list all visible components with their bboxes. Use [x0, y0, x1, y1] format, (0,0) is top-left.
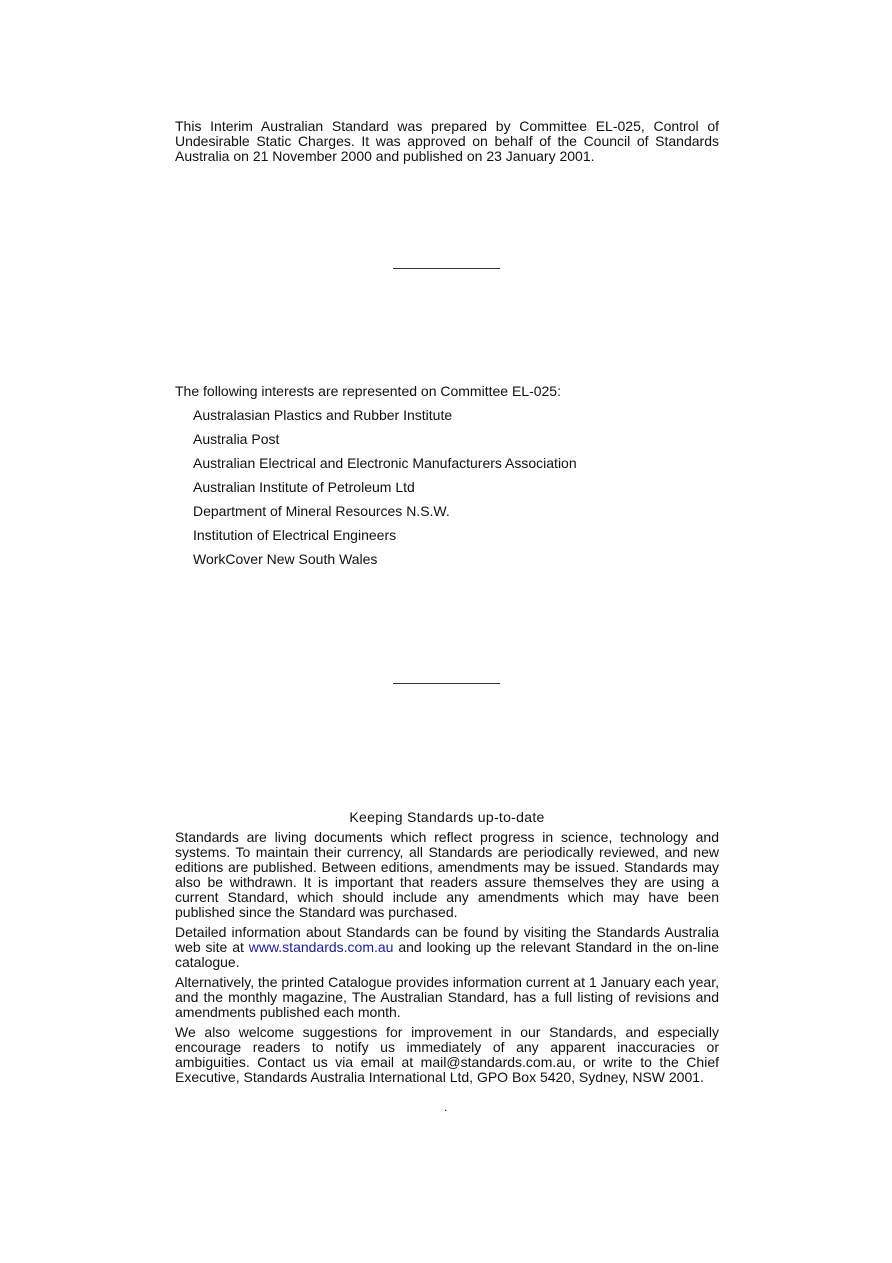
paragraph-suggestions: We also welcome suggestions for improvement in our Standards, and especially encourage readers to notify us immediately of any apparent inaccuracies or ambiguities. Contact us via email at mail@standards.com.au, or write to the Chief Executive, Standards Australia International Ltd, GPO Box 5420, Sydney, NSW 2001. — [175, 1024, 719, 1085]
paragraph-catalogue: Alternatively, the printed Catalogue provides information current at 1 January each year, and the monthly magazine, The Australian Standard, has a full listing of revisions and amendments published each month. — [175, 974, 719, 1020]
committee-member: Australia Post — [193, 431, 280, 447]
paragraph-website-text-before: Detailed information about Standards can be found by visiting the Standards Australia web site at — [175, 924, 719, 955]
committee-member: WorkCover New South Wales — [193, 551, 378, 567]
committee-member-list — [193, 406, 735, 574]
committee-member: Australian Institute of Petroleum Ltd — [193, 479, 415, 495]
footer-mark: . — [444, 1100, 448, 1114]
standards-website-link[interactable]: www.standards.com.au — [248, 939, 394, 955]
committee-member: Australasian Plastics and Rubber Institute — [193, 407, 453, 423]
committee-member: Department of Mineral Resources N.S.W. — [193, 503, 450, 519]
keeping-up-to-date-heading: Keeping Standards up-to-date — [349, 809, 545, 825]
paragraph-living-documents: Standards are living documents which reflect progress in science, technology and systems. To maintain their currency, all Standards are periodically reviewed, and new editions are published. Between editions, amendments may be issued. Standards may also be withdrawn. It is important that readers assure themselves they are using a current Standard, which should include any amendments which may have been published since the Standard was purchased. — [175, 829, 719, 920]
paragraph-website-text-after: and looking up the relevant Standard in the on-line catalogue. — [175, 939, 719, 970]
committee-member: Institution of Electrical Engineers — [193, 527, 397, 543]
section-divider-top — [393, 268, 500, 269]
keeping-up-to-date-body — [175, 830, 719, 1090]
committee-member: Australian Electrical and Electronic Manufacturers Association — [193, 455, 577, 471]
committee-section — [175, 382, 735, 574]
preface-paragraph: This Interim Australian Standard was prepared by Committee EL-025, Control of Undesirable Static Charges. It was approved on behalf of the Council of Standards Australia on 21 November 2000 and published on 23 January 2001. — [175, 118, 719, 164]
committee-intro: The following interests are represented on Committee EL-025: — [175, 383, 561, 399]
section-divider-bottom — [393, 683, 500, 684]
paragraph-website-info — [175, 925, 719, 970]
